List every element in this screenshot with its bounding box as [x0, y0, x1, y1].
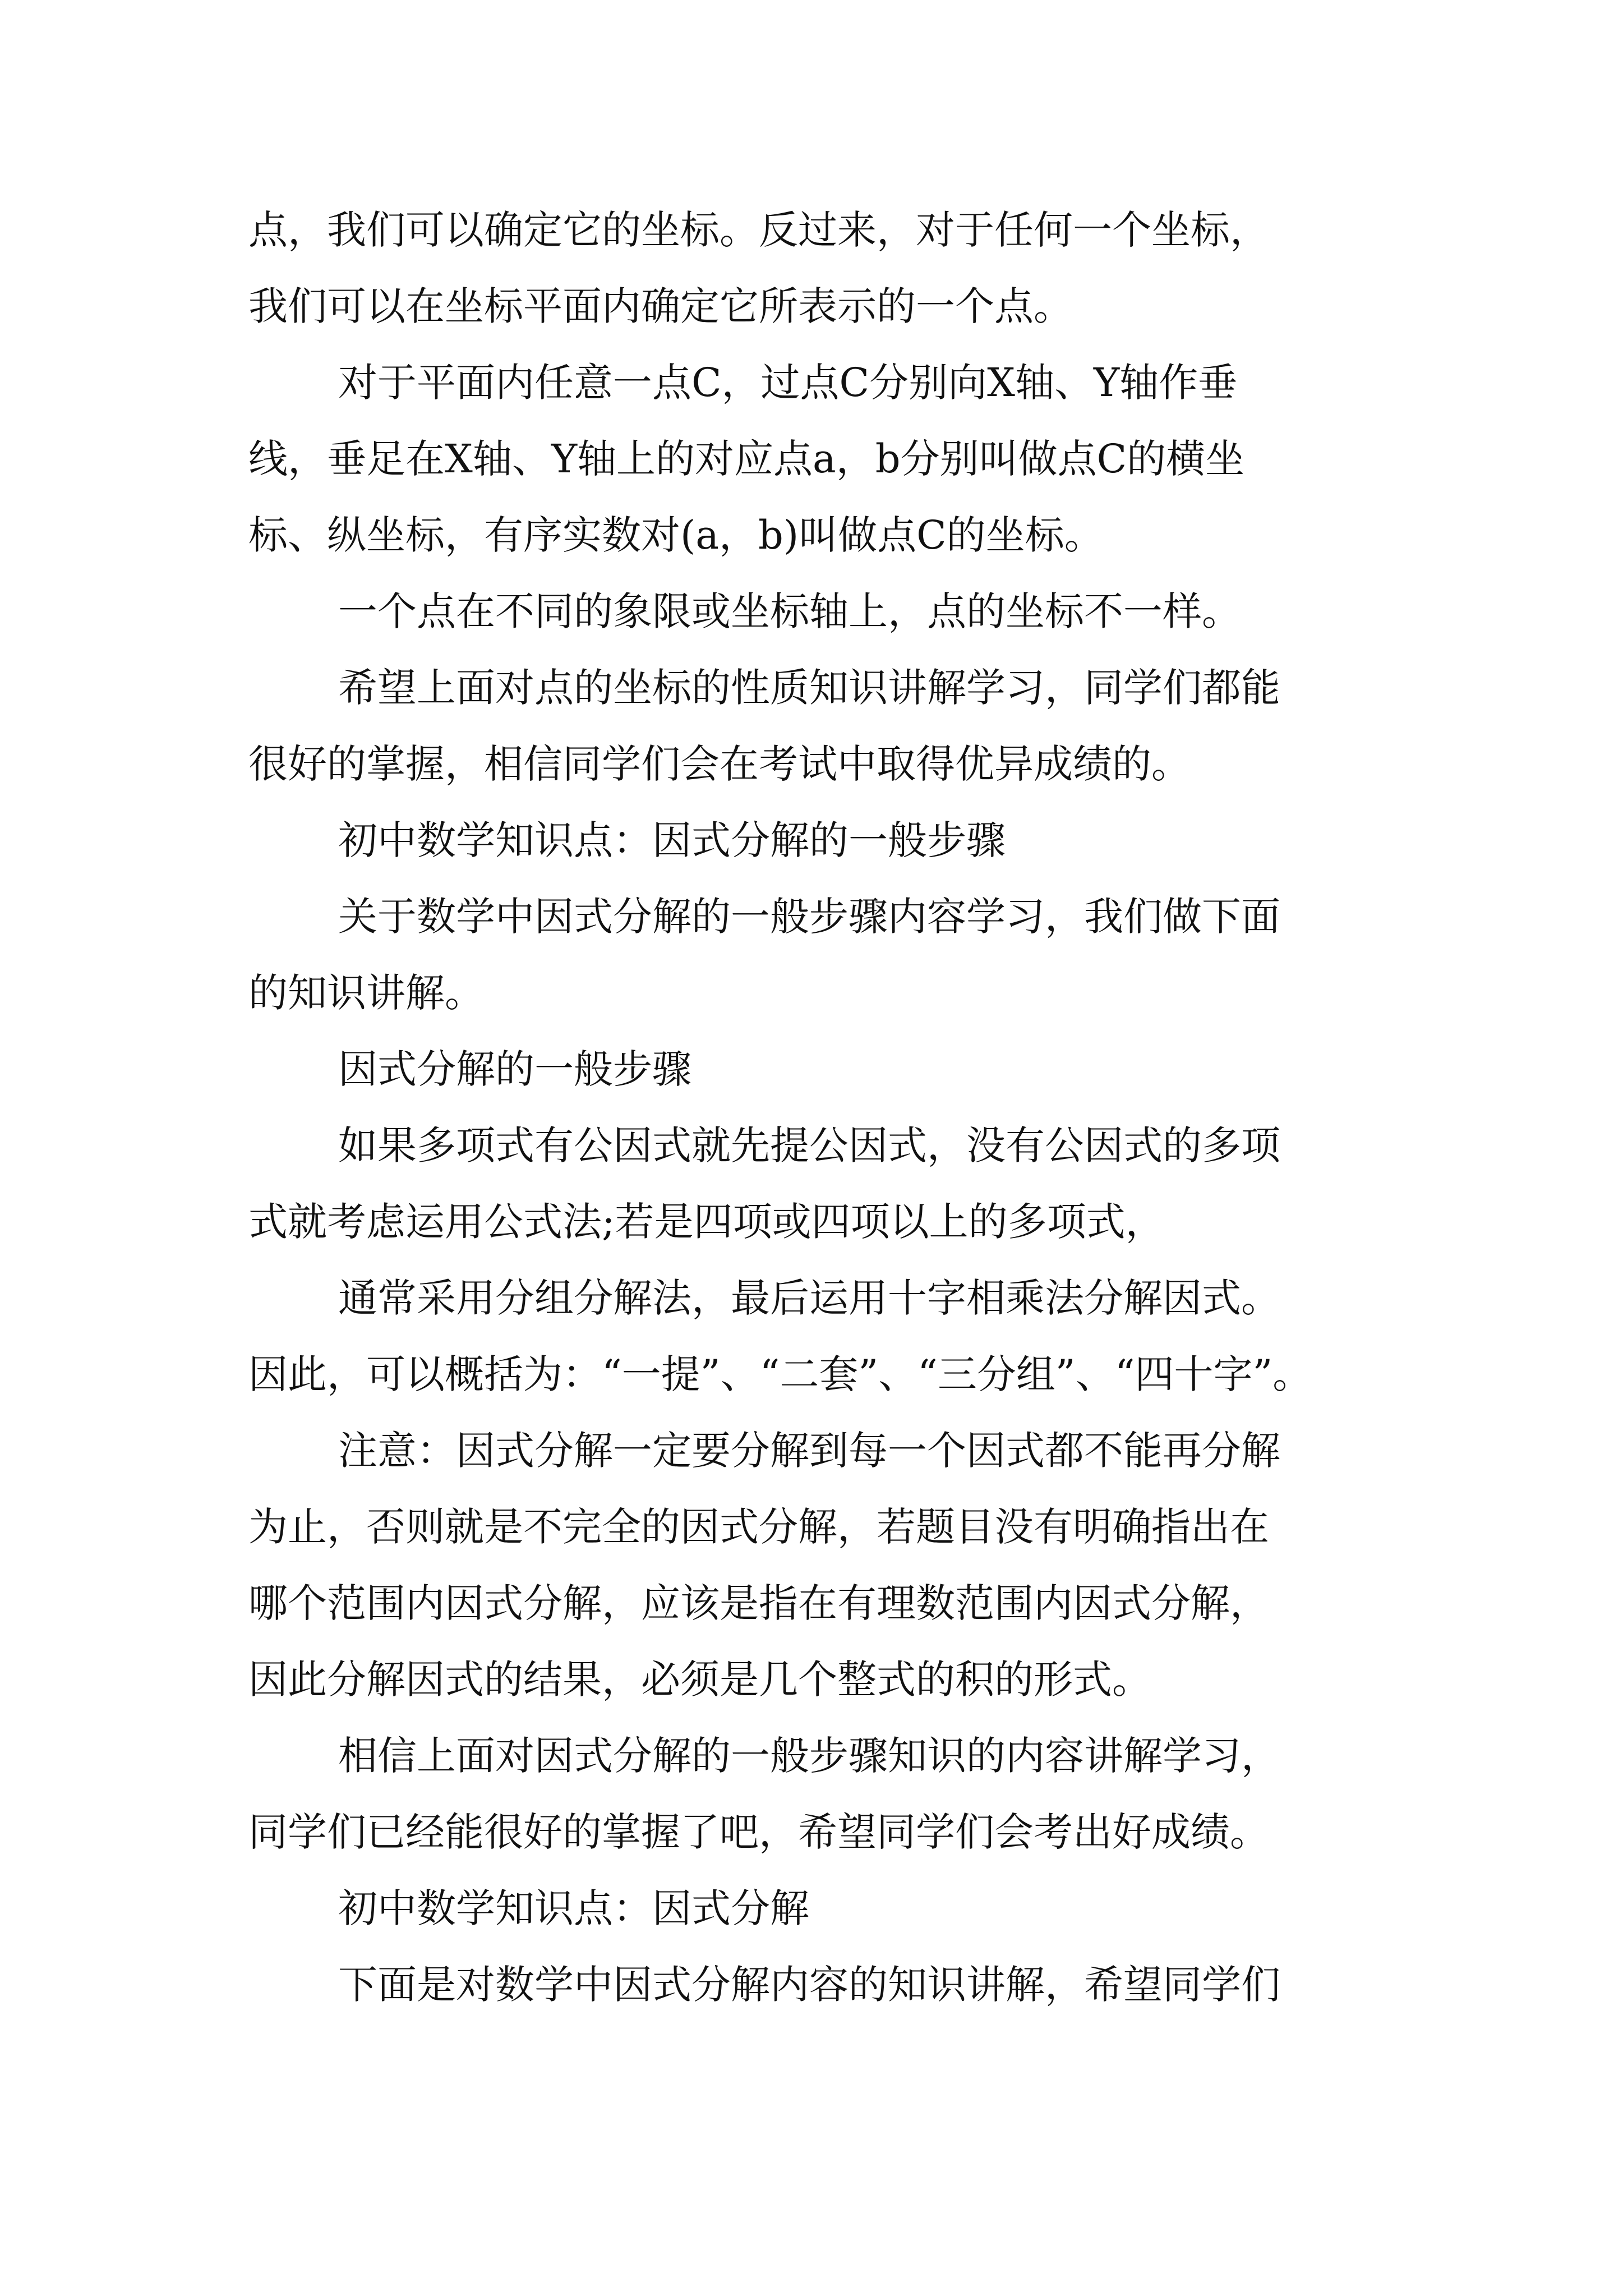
- text-line: 的知识讲解。: [248, 970, 484, 1016]
- paragraph-first-line: 下面是对数学中因式分解内容的知识讲解，希望同学们: [338, 1962, 1280, 2008]
- paragraph-first-line: 相信上面对因式分解的一般步骤知识的内容讲解学习，: [338, 1733, 1280, 1779]
- text-line: 标、纵坐标，有序实数对(a，b)叫做点C的坐标。: [248, 512, 1104, 558]
- paragraph-first-line: 对于平面内任意一点C，过点C分别向X轴、Y轴作垂: [338, 360, 1238, 406]
- text-line: 同学们已经能很好的掌握了吧，希望同学们会考出好成绩。: [248, 1809, 1269, 1855]
- text-line: 点，我们可以确定它的坐标。反过来，对于任何一个坐标，: [248, 207, 1269, 253]
- text-line: 式就考虑运用公式法;若是四项或四项以上的多项式，: [248, 1199, 1165, 1245]
- paragraph-first-line: 希望上面对点的坐标的性质知识讲解学习，同学们都能: [338, 665, 1280, 711]
- text-line: 因此分解因式的结果，必须是几个整式的积的形式。: [248, 1657, 1151, 1703]
- section-heading: 初中数学知识点：因式分解的一般步骤: [338, 817, 1006, 863]
- text-line: 我们可以在坐标平面内确定它所表示的一个点。: [248, 283, 1073, 329]
- text-line: 为止，否则就是不完全的因式分解，若题目没有明确指出在: [248, 1504, 1269, 1550]
- paragraph-first-line: 如果多项式有公因式就先提公因式，没有公因式的多项: [338, 1122, 1280, 1168]
- text-line: 很好的掌握，相信同学们会在考试中取得优异成绩的。: [248, 741, 1191, 787]
- subsection-heading: 因式分解的一般步骤: [338, 1046, 691, 1092]
- text-line: 线，垂足在X轴、Y轴上的对应点a，b分别叫做点C的横坐: [248, 436, 1245, 482]
- section-heading: 初中数学知识点：因式分解: [338, 1885, 809, 1931]
- paragraph-first-line: 关于数学中因式分解的一般步骤内容学习，我们做下面: [338, 894, 1280, 940]
- text-line: 哪个范围内因式分解，应该是指在有理数范围内因式分解，: [248, 1580, 1269, 1626]
- paragraph-first-line: 一个点在不同的象限或坐标轴上，点的坐标不一样。: [338, 588, 1241, 634]
- paragraph-first-line: 通常采用分组分解法，最后运用十字相乘法分解因式。: [338, 1275, 1280, 1321]
- paragraph-first-line: 注意：因式分解一定要分解到每一个因式都不能再分解: [338, 1428, 1280, 1474]
- text-line: 因此，可以概括为：“一提”、“二套”、“三分组”、“四十字”。: [248, 1351, 1312, 1397]
